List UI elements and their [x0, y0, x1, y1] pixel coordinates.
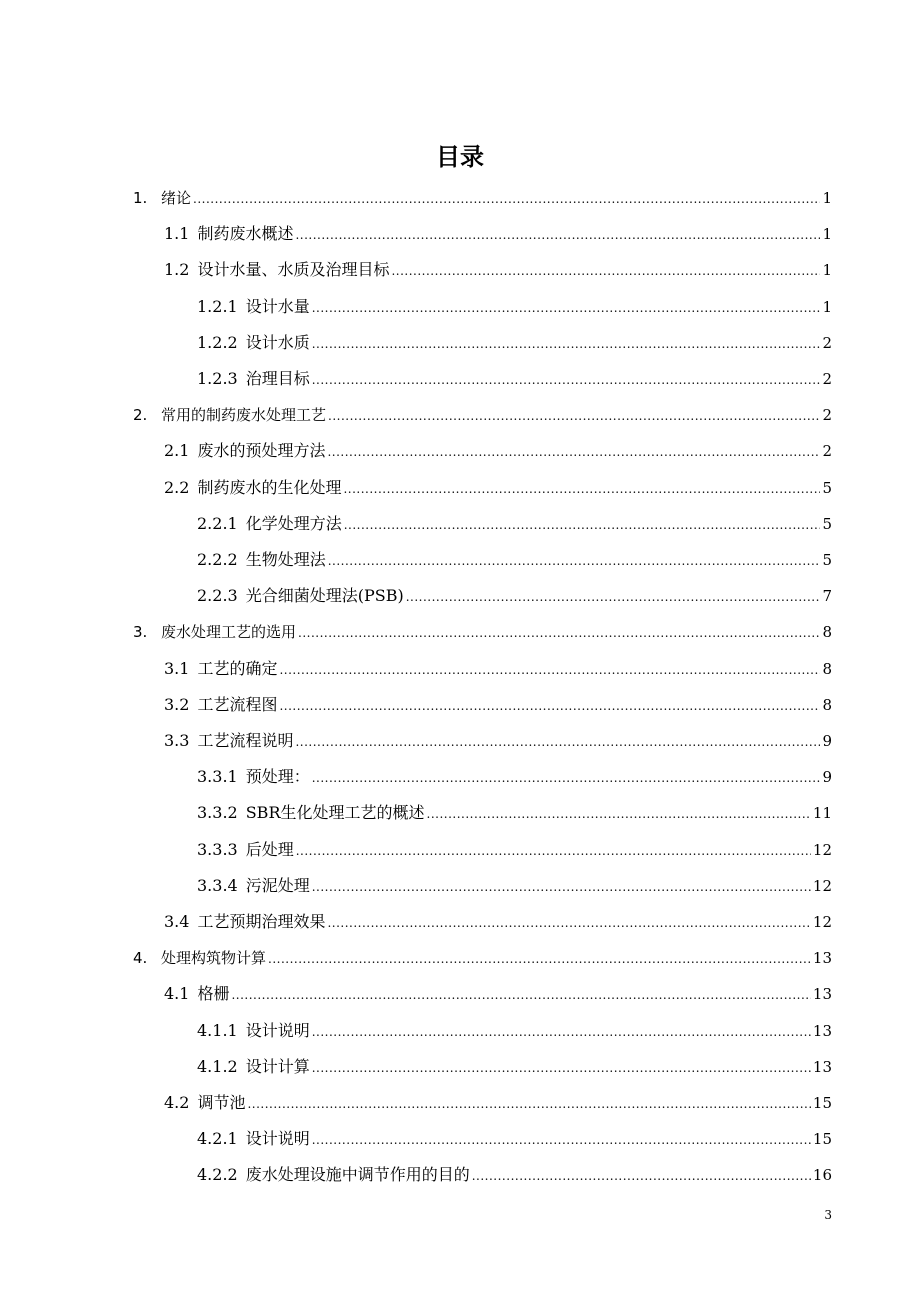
- toc-entry-page: 2: [822, 442, 832, 461]
- toc-entry-page: 2: [822, 370, 832, 388]
- toc-entry-number: 4.2.2: [197, 1165, 238, 1185]
- toc-entry-title: 工艺流程说明: [197, 731, 294, 750]
- toc-entry-page: 9: [822, 732, 832, 750]
- toc-entry-number: 1.2.1: [197, 296, 238, 316]
- toc-entry[interactable]: [197, 325, 832, 361]
- toc-entry-page: 8: [822, 695, 832, 714]
- toc-entry-page: 5: [822, 478, 832, 497]
- toc-entry-title: 设计说明: [245, 1129, 310, 1149]
- toc-dot-leader: [231, 977, 810, 1013]
- toc-entry-number: 2.2.1: [197, 513, 238, 533]
- toc-dot-leader: [312, 1014, 811, 1050]
- toc-dot-leader: [343, 471, 820, 507]
- toc-entry-number: 2.: [133, 406, 148, 425]
- toc-entry-number: 4.1: [164, 984, 190, 1004]
- toc-entry-title: 工艺流程图: [197, 694, 278, 714]
- toc-entry-page: 13: [812, 949, 832, 968]
- toc-dot-leader: [312, 326, 821, 362]
- toc-entry-title: 制药废水的生化处理: [197, 477, 342, 497]
- toc-entry[interactable]: [197, 1121, 832, 1157]
- toc-dot-leader: [295, 217, 820, 253]
- page-number: 3: [824, 1208, 832, 1222]
- toc-entry[interactable]: [197, 1157, 832, 1193]
- toc-entry-page: 12: [812, 876, 832, 895]
- toc-dot-leader: [296, 833, 811, 869]
- toc-entry-title: 化学处理方法: [245, 513, 342, 533]
- toc-entry[interactable]: [164, 252, 832, 288]
- toc-entry[interactable]: [133, 940, 832, 976]
- toc-dot-leader: [268, 941, 811, 977]
- toc-entry-number: 2.1: [164, 441, 190, 461]
- toc-entry-title: 废水处理工艺的选用: [161, 623, 297, 642]
- toc-entry-page: 13: [812, 1057, 832, 1076]
- toc-entry[interactable]: [133, 397, 832, 433]
- toc-entry-number: 1.2.2: [197, 332, 238, 352]
- toc-entry[interactable]: [197, 759, 832, 795]
- toc-entry[interactable]: [197, 1049, 832, 1085]
- toc-dot-leader: [328, 398, 820, 434]
- toc-entry[interactable]: [164, 470, 832, 506]
- toc-entry[interactable]: [133, 614, 832, 650]
- toc-dot-leader: [193, 181, 820, 217]
- toc-entry-number: 4.2: [164, 1093, 190, 1112]
- toc-entry-page: 12: [812, 840, 832, 859]
- toc-entry-page: 15: [812, 1130, 832, 1149]
- toc-entry-number: 3.3.1: [197, 767, 238, 787]
- toc-entry-title: 设计说明: [245, 1020, 310, 1040]
- toc-entry-page: 12: [812, 913, 832, 931]
- toc-entry-number: 1.1: [164, 224, 190, 244]
- toc-entry-title: 设计水量: [245, 296, 310, 316]
- toc-entry-page: 8: [822, 623, 832, 642]
- toc-entry-number: 3.3: [164, 731, 190, 750]
- toc-entry-page: 15: [812, 1094, 832, 1112]
- toc-entry-title: 处理构筑物计算: [161, 949, 267, 968]
- toc-entry-page: 8: [822, 659, 832, 678]
- toc-entry-title: 绪论: [161, 189, 192, 207]
- toc-entry-page: 5: [822, 514, 832, 533]
- toc-entry-title: 制药废水概述: [197, 224, 294, 244]
- toc-entry-title: 污泥处理: [245, 875, 310, 895]
- toc-entry-title: 工艺预期治理效果: [197, 912, 326, 931]
- toc-entry-page: 5: [822, 551, 832, 569]
- toc-dot-leader: [344, 507, 821, 543]
- toc-dot-leader: [295, 724, 820, 760]
- toc-entry-title: 废水的预处理方法: [197, 441, 326, 461]
- toc-entry-number: 4.1.2: [197, 1056, 238, 1076]
- toc-entry-number: 2.2.3: [197, 586, 238, 606]
- toc-entry[interactable]: [164, 433, 832, 469]
- toc-entry[interactable]: [197, 795, 832, 831]
- toc-entry[interactable]: [164, 976, 832, 1012]
- toc-dot-leader: [312, 362, 821, 398]
- toc-entry-number: 3.3.4: [197, 875, 238, 895]
- toc-entry-number: 3.: [133, 623, 148, 642]
- toc-dot-leader: [312, 760, 821, 796]
- toc-entry-title: 设计计算: [245, 1056, 310, 1076]
- toc-entry-title: 格栅: [197, 984, 230, 1004]
- toc-entry-number: 3.1: [164, 658, 190, 678]
- toc-entry[interactable]: [197, 1013, 832, 1049]
- toc-dot-leader: [298, 615, 820, 651]
- toc-entry-page: 9: [822, 768, 832, 787]
- toc-entry-page: 1: [822, 261, 832, 280]
- toc-entry-number: 3.2: [164, 694, 190, 714]
- toc-entry-page: 13: [812, 1021, 832, 1040]
- toc-entry-page: 7: [822, 587, 832, 606]
- toc-entry[interactable]: [197, 578, 832, 614]
- toc-entry-page: 1: [822, 297, 832, 316]
- toc-entry-title: 废水处理设施中调节作用的目的: [245, 1165, 470, 1185]
- toc-entry-number: 1.2: [164, 260, 190, 280]
- toc-entry[interactable]: [197, 289, 832, 325]
- toc-entry-number: 4.1.1: [197, 1020, 238, 1040]
- toc-dot-leader: [472, 1158, 811, 1194]
- toc-entry[interactable]: [164, 904, 832, 940]
- toc-dot-leader: [279, 652, 820, 688]
- toc-entry[interactable]: [197, 506, 832, 542]
- toc-entry-page: 13: [812, 985, 832, 1004]
- page-title: 目录: [436, 143, 484, 171]
- toc-dot-leader: [327, 905, 810, 941]
- toc-entry-number: 4.: [133, 949, 148, 968]
- toc-entry-number: 3.3.2: [197, 803, 238, 823]
- toc-dot-leader: [312, 1050, 811, 1086]
- toc-dot-leader: [312, 869, 811, 905]
- toc-dot-leader: [391, 253, 820, 289]
- toc-entry-page: 2: [822, 333, 832, 352]
- toc-entry-title: 设计水质: [245, 332, 310, 352]
- toc-entry-page: 11: [812, 804, 832, 823]
- toc-entry-number: 4.2.1: [197, 1129, 238, 1149]
- toc-dot-leader: [312, 290, 821, 326]
- toc-entry[interactable]: [164, 216, 832, 252]
- toc-entry-number: 1.: [133, 189, 148, 207]
- toc-entry-page: 2: [822, 406, 832, 425]
- toc-entry-page: 1: [822, 189, 832, 207]
- toc-entry-number: 3.3.3: [197, 839, 238, 859]
- toc-entry[interactable]: [164, 651, 832, 687]
- toc-dot-leader: [406, 579, 821, 615]
- toc-entry-number: 3.4: [164, 912, 190, 931]
- toc-entry-title: 生物处理法: [245, 550, 326, 569]
- toc-entry[interactable]: [197, 868, 832, 904]
- toc-dot-leader: [427, 796, 811, 832]
- toc-entry[interactable]: [133, 180, 832, 216]
- toc-entry-title: 光合细菌处理法(PSB): [245, 586, 404, 606]
- toc-entry-page: 1: [822, 225, 832, 244]
- toc-entry[interactable]: [164, 687, 832, 723]
- toc-entry[interactable]: [197, 542, 832, 578]
- toc-dot-leader: [328, 543, 821, 579]
- toc-entry-title: 预处理：: [245, 767, 310, 787]
- toc-entry-title: 工艺的确定: [197, 658, 278, 678]
- toc-entry-number: 2.2.2: [197, 550, 238, 569]
- toc-entry-number: 1.2.3: [197, 369, 238, 388]
- toc-entry-number: 2.2: [164, 477, 190, 497]
- toc-dot-leader: [327, 434, 820, 470]
- toc-dot-leader: [312, 1122, 811, 1158]
- toc-entry-title: 调节池: [197, 1093, 246, 1112]
- toc-entry[interactable]: [197, 361, 832, 397]
- toc-entry-title: 常用的制药废水处理工艺: [161, 406, 327, 425]
- toc-entry-page: 16: [812, 1166, 832, 1185]
- toc-entry[interactable]: [164, 723, 832, 759]
- toc-entry-title: 治理目标: [245, 369, 310, 388]
- toc-entry-title: 后处理: [245, 839, 294, 859]
- toc-dot-leader: [279, 688, 820, 724]
- toc-entry[interactable]: [197, 832, 832, 868]
- toc-entry[interactable]: [164, 1085, 832, 1121]
- toc-entry-title: SBR生化处理工艺的概述: [245, 803, 425, 823]
- toc-entry-title: 设计水量、水质及治理目标: [197, 260, 390, 280]
- toc-dot-leader: [247, 1086, 810, 1122]
